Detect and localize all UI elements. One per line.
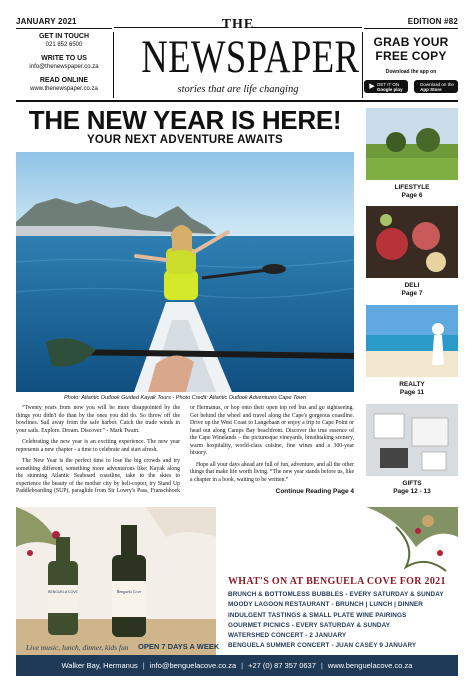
ad-open-hours: OPEN 7 DAYS A WEEK	[138, 642, 220, 651]
grab-heading-line2: FREE COPY	[375, 49, 447, 63]
masthead-article: THE	[221, 17, 255, 32]
website-link[interactable]: www.thenewspaper.co.za	[30, 86, 98, 92]
read-online-heading: READ ONLINE	[39, 77, 89, 84]
sidebar-item-lifestyle[interactable]	[366, 108, 458, 200]
ad-email[interactable]: info@benguelacove.co.za	[149, 661, 237, 670]
ad-location: Walker Bay, Hermanus	[61, 661, 138, 670]
masthead-rule	[16, 100, 458, 102]
contact-block	[16, 32, 112, 94]
bottle-label: Benguela Cove	[116, 589, 142, 594]
issue-date: JANUARY 2021	[16, 17, 77, 26]
divider	[362, 32, 363, 98]
divider	[364, 28, 458, 29]
main-headline: THE NEW YEAR IS HERE!	[28, 105, 342, 135]
sidebar-item-deli[interactable]	[366, 206, 458, 298]
article-body	[16, 405, 354, 498]
sidebar-item-page: Page 6	[401, 192, 423, 199]
sidebar-item-page: Page 12 - 13	[393, 488, 431, 495]
benguela-cove-advertisement[interactable]	[16, 507, 458, 676]
ad-tagline: Live music, lunch, dinner, kids fun	[26, 643, 129, 652]
main-subheadline: YOUR NEXT ADVENTURE AWAITS	[86, 134, 284, 146]
contact-phone[interactable]: 021 852 6500	[45, 42, 83, 48]
article-paragraph: Hope all your days ahead are full of fun, adventure, and all the other things that make life worth living. “The new year stands before us, like a chapter in a book, waiting to be written.”	[190, 461, 354, 483]
sidebar-item-label: DELI	[404, 282, 420, 289]
realty-image	[366, 305, 458, 377]
sidebar-item-gifts[interactable]	[366, 404, 458, 496]
write-to-us-heading: WRITE TO US	[41, 55, 87, 62]
sidebar-item-label: GIFTS	[402, 480, 422, 487]
newspaper-name: NEWSPAPER	[141, 31, 360, 83]
newspaper-tagline: stories that are life changing	[177, 84, 299, 95]
deli-image	[366, 206, 458, 278]
sidebar-item-realty[interactable]	[366, 305, 458, 397]
ad-event-item: WATERSHED CONCERT - 2 JANUARY	[228, 632, 347, 640]
ad-event-item: INDULGENT TASTINGS & SMALL PLATE WINE PAIRINGS	[228, 611, 407, 619]
play-icon: ▶	[369, 83, 375, 90]
kayak-photo	[16, 152, 354, 392]
contact-email[interactable]: info@thenewspaper.co.za	[29, 64, 99, 70]
google-play-badge[interactable]: ▶ GET IT ON Google play	[364, 80, 408, 93]
ad-event-item: BRUNCH & BOTTOMLESS BUBBLES - EVERY SATURDAY & SUNDAY	[228, 591, 444, 598]
lifestyle-image	[366, 108, 458, 180]
continue-reading-link[interactable]: Continue Reading Page 4	[275, 488, 354, 496]
sidebar-item-label: REALTY	[399, 381, 425, 388]
edition-number: EDITION #82	[407, 17, 458, 26]
divider	[16, 28, 112, 29]
ad-phone[interactable]: +27 (0) 87 357 0637	[248, 661, 316, 670]
free-copy-block	[364, 35, 458, 93]
ad-event-item: MOODY LAGOON RESTAURANT - BRUNCH | LUNCH | DINNER	[228, 601, 423, 609]
masthead	[0, 0, 474, 108]
app-store-badge[interactable]: Download on the App Store	[414, 80, 458, 93]
ad-title: WHAT'S ON AT BENGUELA COVE FOR 2021	[228, 576, 446, 587]
article-paragraph: Celebrating the new year is an exciting experience. The new year represents a new chapter - a time to celebrate and start afresh.	[16, 439, 180, 453]
sidebar-item-page: Page 7	[401, 290, 423, 297]
article-paragraph: “Twenty years from now you will be more disappointed by the things you didn't do than by the ones you did do. So throw off the bowlines. Sail away from the safe harbor. Catch the trade winds in your sails. Explore. Dream. Discover.” - Mark Twain.	[16, 405, 180, 434]
ad-event-item: GOURMET PICNICS - EVERY SATURDAY & SUNDAY	[228, 621, 391, 629]
grab-heading-line1: GRAB YOUR	[373, 35, 449, 49]
ad-contact-bar: Walker Bay, Hermanus | info@benguelacove.co.za | +27 (0) 87 357 0637 | www.benguelacove.co.za	[16, 655, 458, 676]
get-in-touch-heading: GET IN TOUCH	[38, 33, 90, 40]
ad-event-item: BENGUELA SUMMER CONCERT - JUAN CASEY 9 JANUARY	[228, 642, 417, 650]
ad-website[interactable]: www.benguelacove.co.za	[327, 661, 413, 670]
bottle-top-label: BENGUELA COVE	[48, 590, 78, 594]
sidebar-item-page: Page 11	[399, 389, 425, 396]
sidebar-item-label: LIFESTYLE	[394, 184, 430, 191]
article-paragraph: The New Year is the perfect time to lose the big crowds and try something different, something more adventurous like: Kayak along the stunning Atlantic Seaboard coastline, take to the skies to experience the beauty of the mother city by heli-copter, try Stand Up Paddleboarding (SUP), paraglide from Sir Lowry's Pass, Franschhoek or Hermanus, or hop onto their open top red bus and go sightseeing. Get behind the wheel and travel along the Cape's gorgeous coastline. Drive up the West Coast to Langebaan or enjoy a trip to Cape Point or head out along Camps Bay beachfront. Discover the true essence of the Cape Winelands – the picturesque vineyards, breathtaking scenery, warm hospitality, world-class cuisine, fine wines and a 300-year history.	[16, 405, 354, 495]
ad-events-list	[228, 590, 458, 652]
gifts-image	[366, 404, 458, 476]
download-app-text: Download the app on	[385, 69, 437, 75]
photo-caption: Photo: Atlantic Outlook Guided Kayak Tours - Photo Credit: Atlantic Outlook Adventures Cape Town	[63, 395, 307, 401]
